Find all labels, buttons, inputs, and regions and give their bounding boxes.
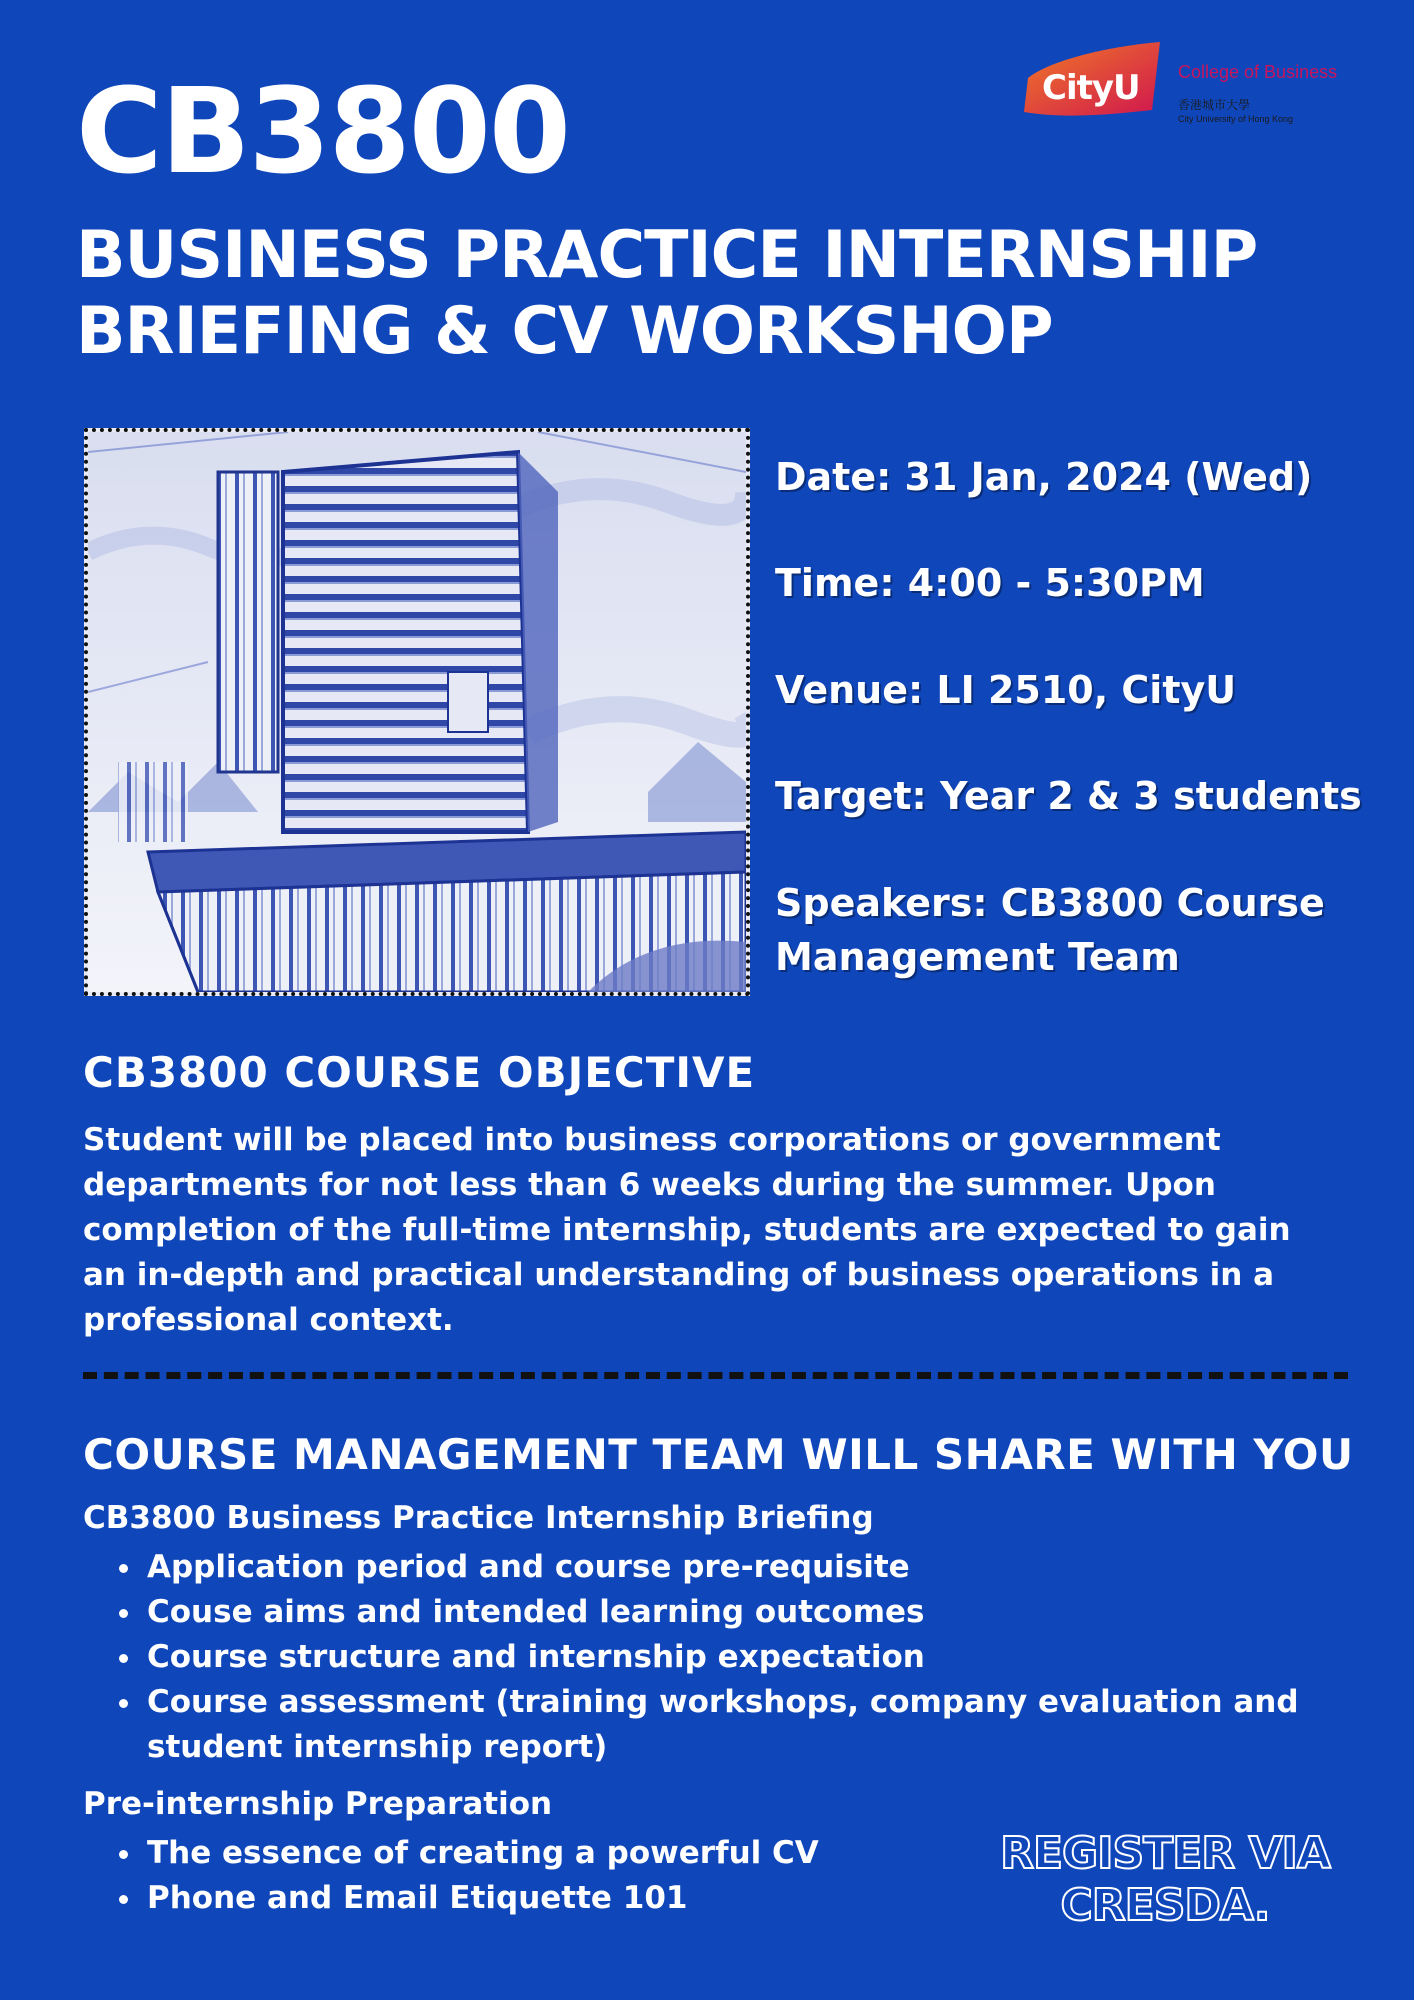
register-callout bbox=[1000, 1828, 1330, 1932]
list-item: Course structure and internship expectation bbox=[83, 1635, 1299, 1680]
event-title-line-1: BUSINESS PRACTICE INTERNSHIP bbox=[76, 218, 1258, 293]
logo-chinese-name: 香港城市大學 bbox=[1178, 98, 1251, 112]
preparation-group-title: Pre-internship Preparation bbox=[83, 1786, 553, 1822]
cityu-badge-icon bbox=[1020, 40, 1162, 120]
list-item-continuation: student internship report) bbox=[147, 1729, 608, 1765]
register-line-1: REGISTER VIA bbox=[1000, 1828, 1330, 1879]
briefing-group-title: CB3800 Business Practice Internship Briefing bbox=[83, 1500, 874, 1536]
logo-university-name: City University of Hong Kong bbox=[1178, 114, 1294, 124]
objective-line: completion of the full-time internship, students are expected to gain bbox=[83, 1212, 1291, 1248]
building-illustration bbox=[84, 428, 750, 996]
event-target: Target: Year 2 & 3 students bbox=[775, 774, 1362, 818]
objective-heading: CB3800 COURSE OBJECTIVE bbox=[83, 1048, 756, 1097]
objective-line: professional context. bbox=[83, 1302, 454, 1338]
cityu-logo bbox=[1020, 36, 1360, 136]
list-item: Couse aims and intended learning outcomes bbox=[83, 1590, 1299, 1635]
objective-line: departments for not less than 6 weeks during the summer. Upon bbox=[83, 1167, 1216, 1203]
list-item: Phone and Email Etiquette 101 bbox=[83, 1876, 819, 1921]
list-item: Course assessment (training workshops, company evaluation and bbox=[83, 1680, 1299, 1725]
share-heading: COURSE MANAGEMENT TEAM WILL SHARE WITH YOU bbox=[83, 1430, 1354, 1479]
event-speakers-line-1: Speakers: CB3800 Course bbox=[775, 881, 1325, 925]
course-code-title: CB3800 bbox=[76, 62, 569, 200]
logo-college-name: College of Business bbox=[1178, 62, 1338, 82]
list-item: Application period and course pre-requisite bbox=[83, 1545, 1299, 1590]
register-line-2: CRESDA. bbox=[1060, 1880, 1270, 1931]
preparation-list bbox=[83, 1831, 819, 1921]
objective-text bbox=[83, 1118, 1373, 1343]
event-speakers-line-2: Management Team bbox=[775, 935, 1180, 979]
event-date: Date: 31 Jan, 2024 (Wed) bbox=[775, 455, 1313, 499]
event-title-line-2: BRIEFING & CV WORKSHOP bbox=[76, 294, 1053, 369]
event-title bbox=[76, 218, 1376, 370]
event-time: Time: 4:00 - 5:30PM bbox=[775, 561, 1205, 605]
dashed-divider bbox=[83, 1372, 1348, 1379]
list-item: The essence of creating a powerful CV bbox=[83, 1831, 819, 1876]
objective-line: an in-depth and practical understanding of business operations in a bbox=[83, 1257, 1274, 1293]
briefing-list bbox=[83, 1545, 1299, 1770]
logo-badge-text: CityU bbox=[1042, 68, 1140, 108]
objective-line: Student will be placed into business corporations or government bbox=[83, 1122, 1221, 1158]
event-venue: Venue: LI 2510, CityU bbox=[775, 668, 1237, 712]
